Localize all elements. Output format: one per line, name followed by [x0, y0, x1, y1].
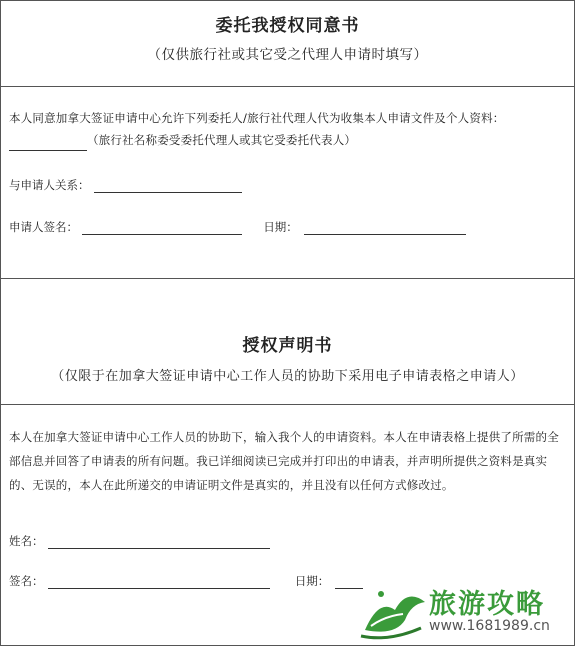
- consent-body: [1, 87, 574, 279]
- consent-subtitle: （仅供旅行社或其它受之代理人申请时填写）: [147, 47, 428, 63]
- name-field[interactable]: [48, 534, 270, 549]
- declaration-header: [1, 279, 574, 405]
- watermark-url: www.1681989.cn: [429, 618, 550, 634]
- declaration-signature-field[interactable]: [48, 574, 270, 589]
- consent-paragraph: [9, 107, 569, 151]
- watermark-logo: [359, 580, 569, 642]
- applicant-signature-row: [9, 219, 466, 235]
- consent-date-field[interactable]: [304, 220, 466, 235]
- mountain-leaf-icon: [359, 580, 431, 642]
- relation-field[interactable]: [94, 178, 242, 193]
- agent-name-field[interactable]: [9, 136, 87, 151]
- declaration-signature-label: 签名：: [9, 574, 44, 588]
- name-label: 姓名：: [9, 534, 44, 548]
- consent-date-label: 日期：: [263, 220, 298, 234]
- name-row: [9, 533, 270, 549]
- applicant-signature-field[interactable]: [82, 220, 242, 235]
- declaration-subtitle: （仅限于在加拿大签证申请中心工作人员的协助下采用电子申请表格之申请人）: [51, 369, 524, 384]
- relation-row: [9, 177, 242, 193]
- consent-paragraph-note: （旅行社名称委受委托代理人或其它受委托代表人）: [87, 133, 357, 147]
- declaration-paragraph: 本人在加拿大签证申请中心工作人员的协助下，输入我个人的申请资料。本人在申请表格上提供了所需的全部信息并回答了申请表的所有问题。我已详细阅读已完成并打印出的申请表，并声明所提供之资料是真实的、无误的，本人在此所递交的申请证明文件是真实的，并且没有以任何方式修改过。: [9, 430, 559, 492]
- relation-label: 与申请人关系：: [9, 178, 90, 192]
- watermark-brand: 旅游攻略: [429, 589, 545, 620]
- applicant-signature-label: 申请人签名：: [9, 220, 78, 234]
- consent-paragraph-text: 本人同意加拿大签证申请中心允许下列委托人/旅行社代理人代为收集本人申请文件及个人资料：: [9, 111, 505, 125]
- consent-header: [1, 1, 574, 87]
- declaration-signature-row: [9, 573, 363, 589]
- declaration-date-label: 日期：: [294, 574, 330, 588]
- declaration-title: 授权声明书: [242, 336, 333, 356]
- consent-title: 委托我授权同意书: [215, 16, 360, 36]
